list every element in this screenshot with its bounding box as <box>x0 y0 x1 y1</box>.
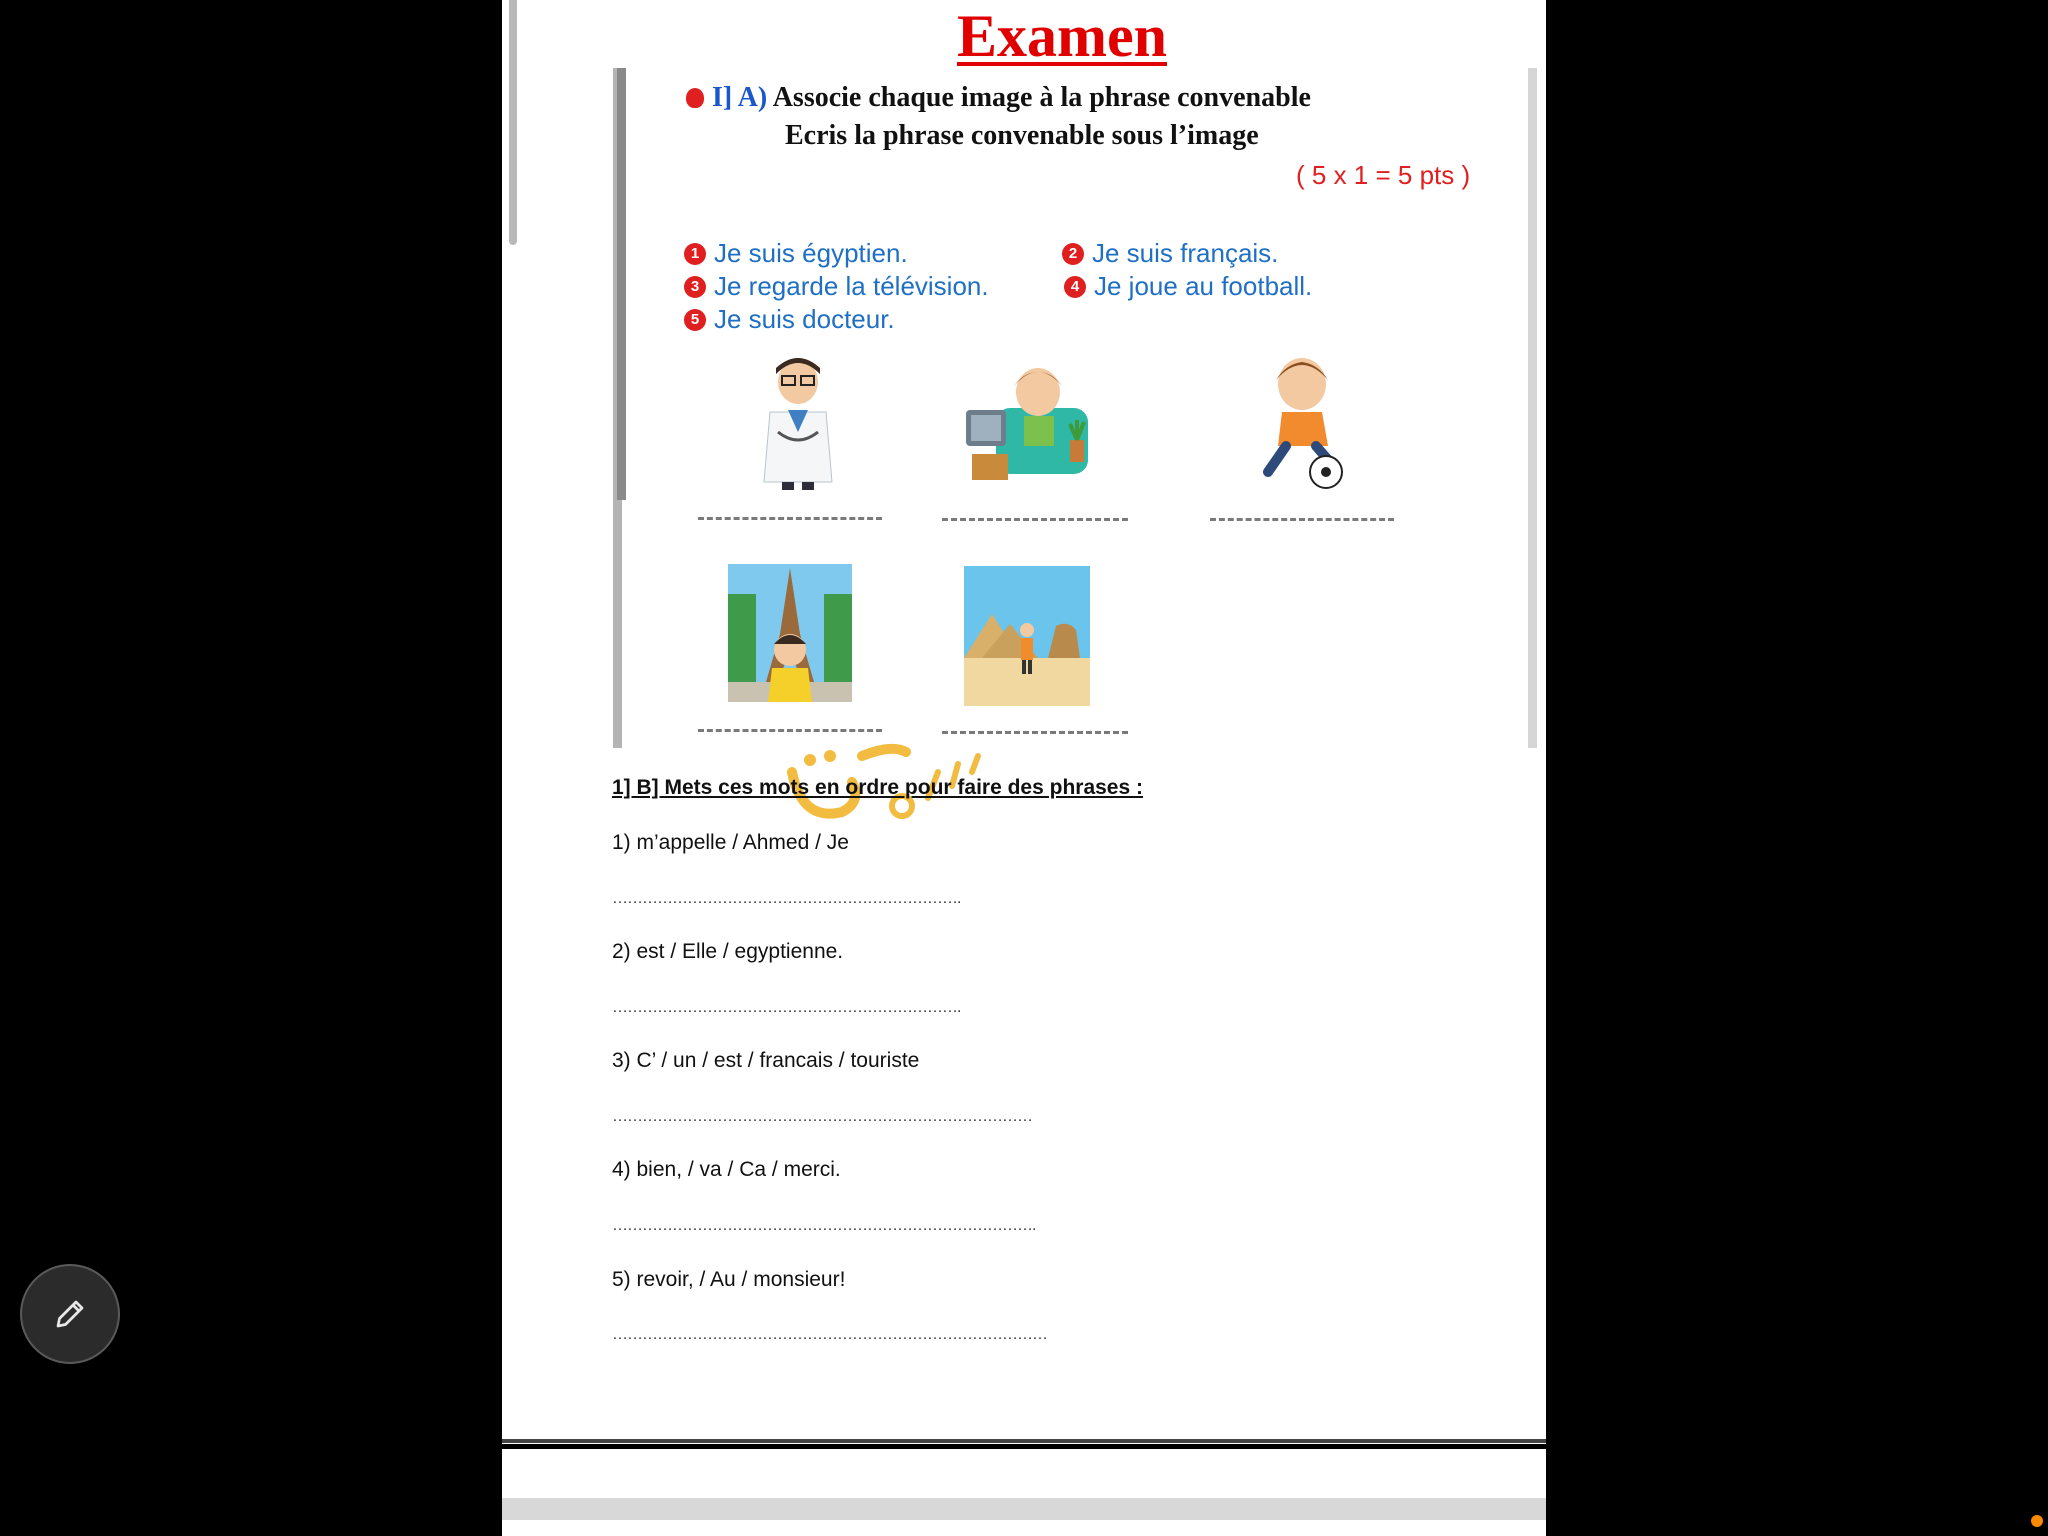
section-a-points: ( 5 x 1 = 5 pts ) <box>1296 160 1471 190</box>
sentence-text: Je regarde la télévision. <box>714 271 989 301</box>
section-a-number: I] A) <box>712 82 768 113</box>
page-break-shadow <box>502 1444 1546 1449</box>
exercise-item-5: 5) revoir, / Au / monsieur! <box>612 1268 846 1291</box>
page-title: Examen <box>957 3 1167 69</box>
sentence-3 <box>684 271 989 302</box>
sentence-text: Je suis docteur. <box>714 304 895 334</box>
exercise-answer-3[interactable]: ………………………………………………………………………… <box>612 1108 1032 1125</box>
status-dot <box>2031 1515 2043 1527</box>
exercise-item-1: 1) m’appelle / Ahmed / Je <box>612 831 849 854</box>
section-a-scrollbar[interactable] <box>617 68 626 500</box>
exercise-item-3: 3) C’ / un / est / francais / touriste <box>612 1049 920 1072</box>
exercise-answer-4[interactable]: …………………………………………………………………………. <box>612 1217 1036 1234</box>
horizontal-scrollbar[interactable] <box>502 1498 1546 1520</box>
pencil-icon <box>52 1296 88 1332</box>
section-a-subheading: Ecris la phrase convenable sous l’image <box>785 120 1259 151</box>
section-a-heading <box>686 82 1311 114</box>
exercise-item-2: 2) est / Elle / egyptienne. <box>612 940 844 963</box>
number-badge: 1 <box>684 243 706 265</box>
answer-line-1[interactable] <box>698 517 882 520</box>
football-image <box>1238 350 1358 494</box>
exercise-answer-2[interactable]: ……………………………………………………………. <box>612 999 961 1016</box>
doctor-image <box>748 352 848 490</box>
sentence-text: Je suis français. <box>1092 238 1279 268</box>
exercise-item-4: 4) bien, / va / Ca / merci. <box>612 1158 841 1181</box>
sentence-text: Je joue au football. <box>1094 271 1313 301</box>
pyramids-image <box>964 566 1090 706</box>
answer-line-2[interactable] <box>942 518 1128 521</box>
section-a-heading-text: Associe chaque image à la phrase convenable <box>772 82 1311 113</box>
apple-icon <box>686 88 704 108</box>
sentence-1 <box>684 238 908 269</box>
sentence-5 <box>684 304 895 335</box>
number-badge: 3 <box>684 276 706 298</box>
television-image <box>966 358 1092 486</box>
exercise-answer-1[interactable]: ……………………………………………………………. <box>612 890 961 907</box>
number-badge: 2 <box>1062 243 1084 265</box>
answer-line-3[interactable] <box>1210 518 1394 521</box>
sentence-text: Je suis égyptien. <box>714 238 908 268</box>
page-break-line <box>502 1439 1546 1443</box>
number-badge: 5 <box>684 309 706 331</box>
number-badge: 4 <box>1064 276 1086 298</box>
section-b-heading: 1] B] Mets ces mots en ordre pour faire des phrases : <box>612 776 1143 799</box>
answer-line-4[interactable] <box>698 729 882 732</box>
edit-button[interactable] <box>20 1264 120 1364</box>
sentence-4 <box>1064 271 1312 302</box>
answer-line-5[interactable] <box>942 731 1128 734</box>
exercise-answer-5[interactable]: …………………………………………………………………………… <box>612 1326 1047 1343</box>
eiffel-tower-image <box>728 564 852 702</box>
sentence-2 <box>1062 238 1278 269</box>
